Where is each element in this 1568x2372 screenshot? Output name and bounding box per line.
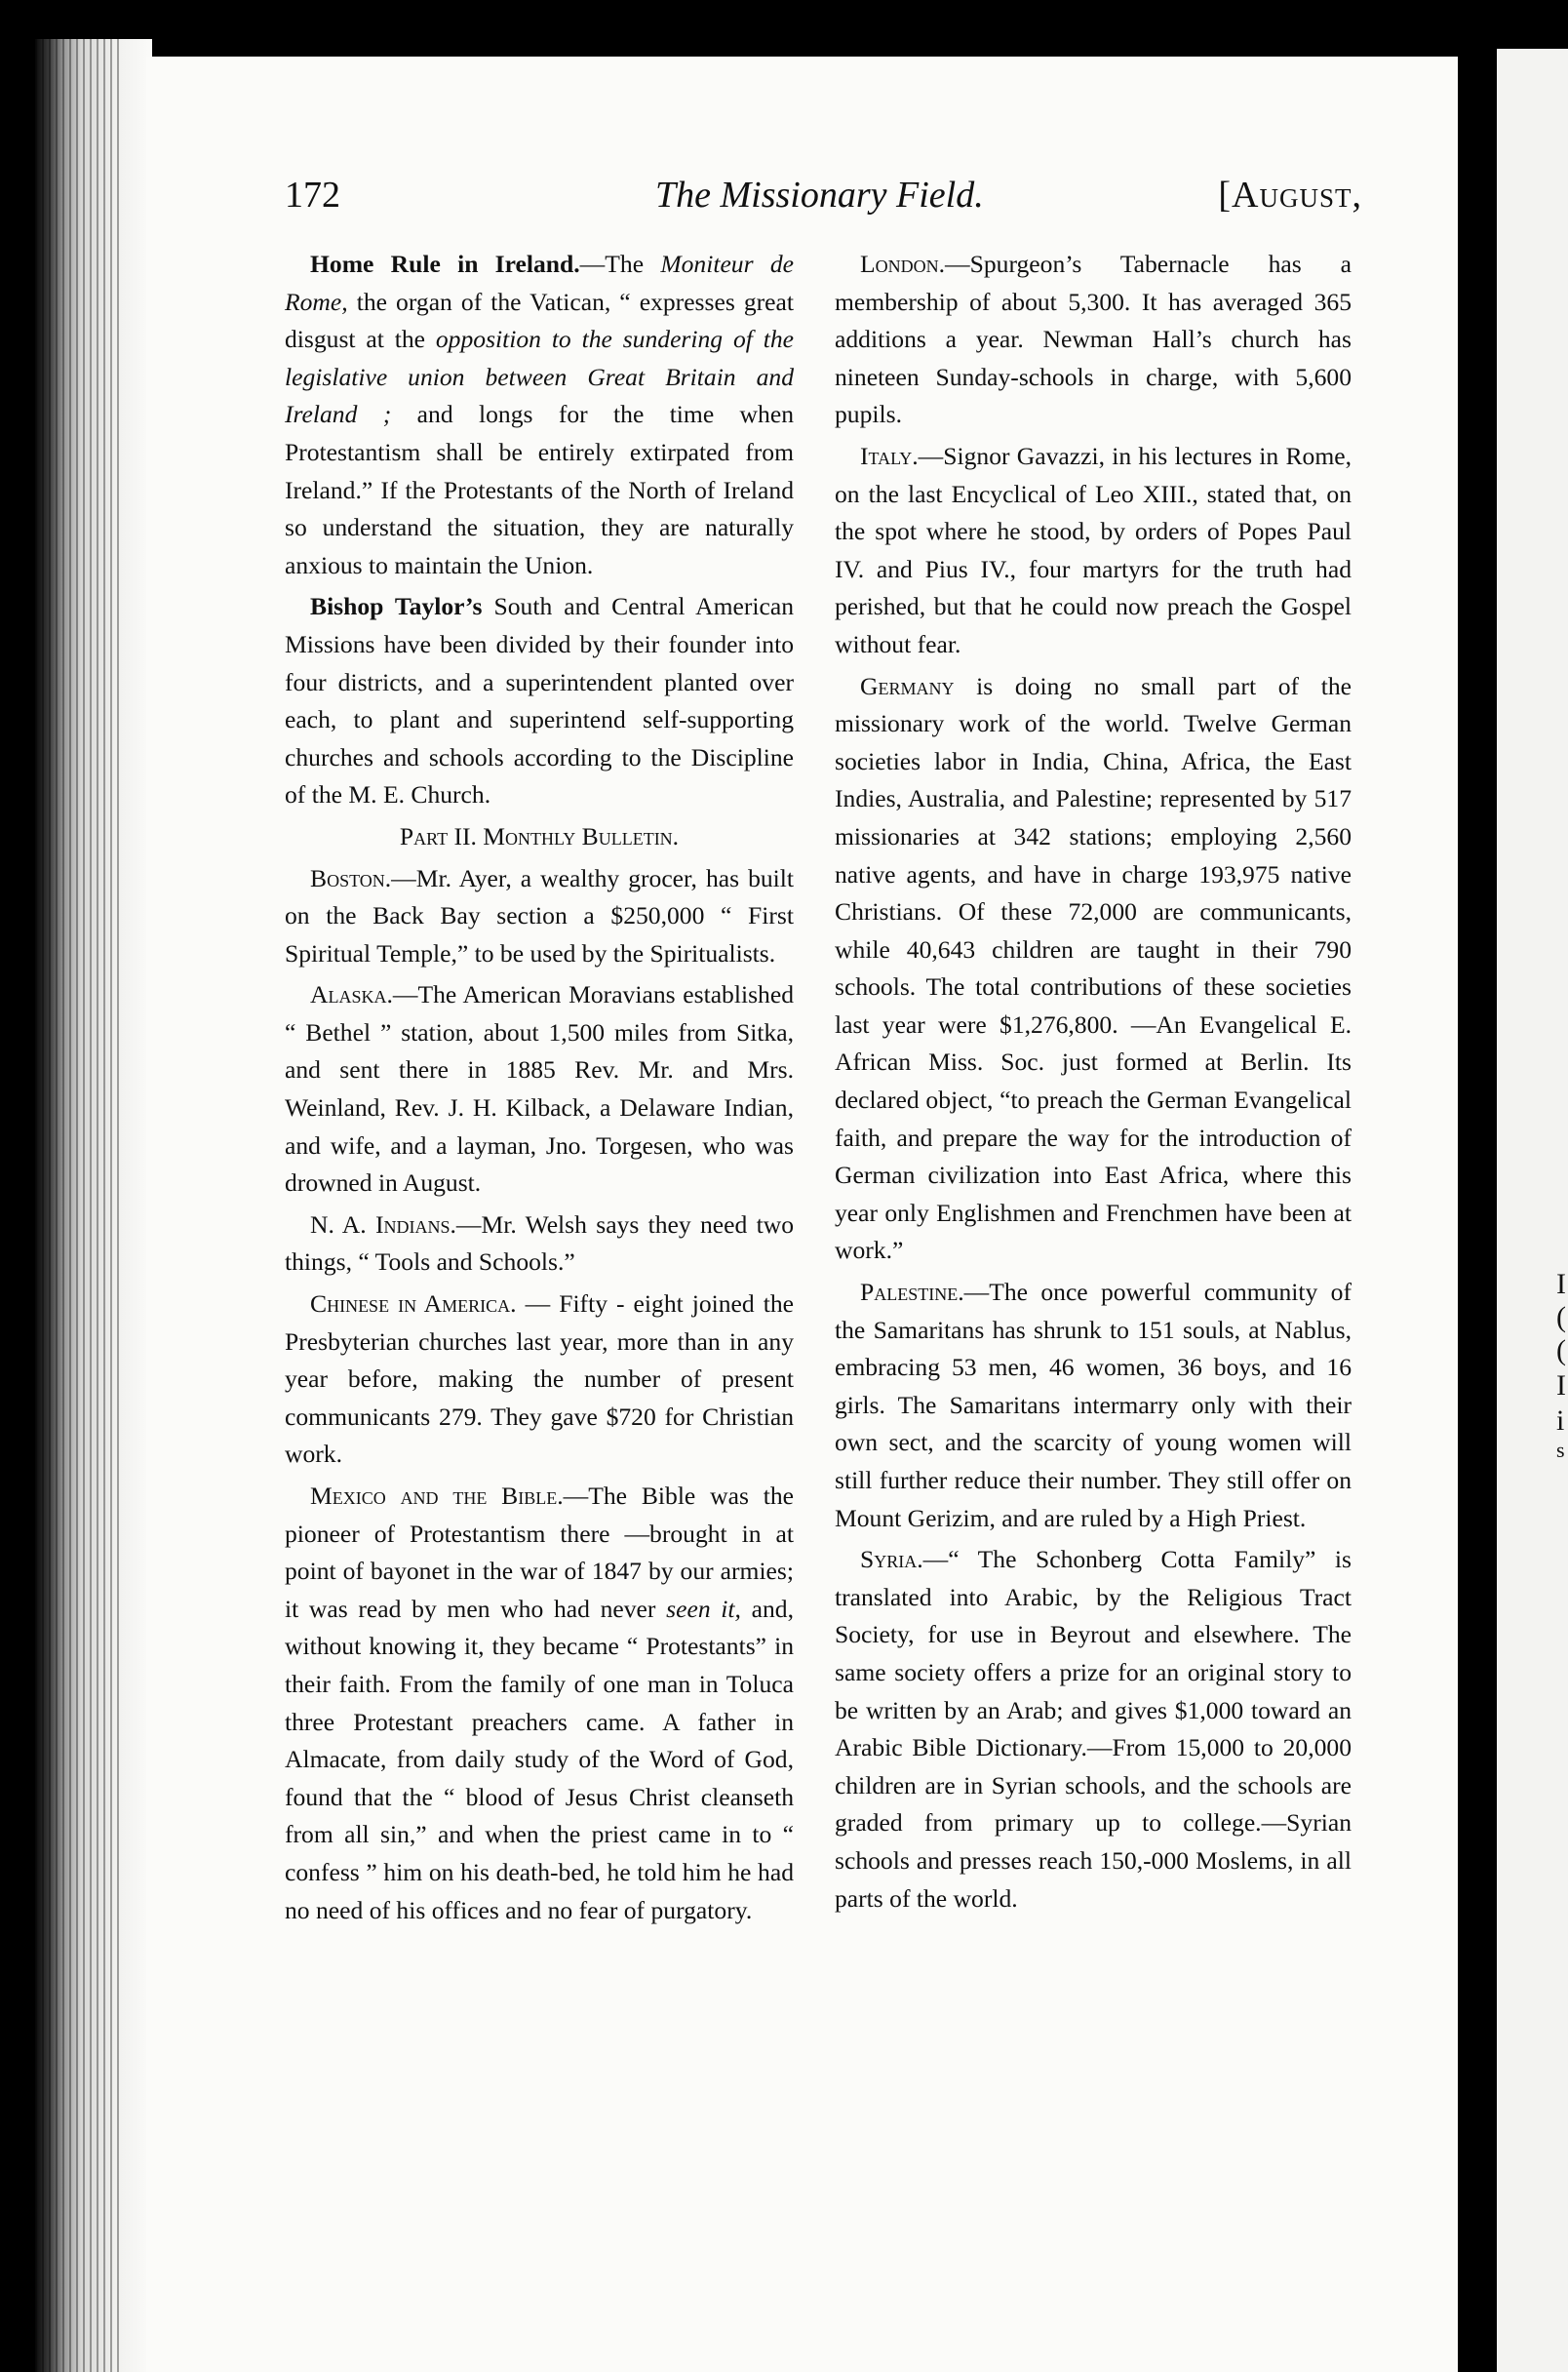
item-heading: Italy. <box>860 441 919 470</box>
adjacent-page-letter: I <box>1556 1268 1566 1300</box>
adjacent-page-letter: ( <box>1556 1301 1566 1333</box>
page-number: 172 <box>285 175 340 216</box>
item-heading: Alaska. <box>310 980 393 1009</box>
item-heading: Syria. <box>860 1545 923 1574</box>
article-heading: Bishop Taylor’s <box>310 592 483 621</box>
item-boston: Boston.—Mr. Ayer, a wealthy grocer, has built on the Back Bay section a $250,000 “ First Spiritual Temple,” to be used by the Spiritualists. <box>285 863 794 968</box>
item-italy: Italy.—Signor Gavazzi, in his lectures in Rome, on the last Encyclical of Leo XIII., stated that, on the spot where he stood, by orders of Popes Paul IV. and Pius IV., four martyrs for the truth had perished, but that he could now preach the Gospel without fear. <box>835 441 1352 658</box>
item-heading: Boston. <box>310 863 392 892</box>
article-home-rule: Home Rule in Ireland.—The Moniteur de Rome, the organ of the Vatican, “ expresses great disgust at the opposition to the sundering of the legislative union between Great Britain and Ireland ; and longs for the time when Protestantism shall be entirely extirpated from Ireland.” If the Protestants of the North of Ireland so understand the situation, they are naturally anxious to maintain the Union. <box>285 250 794 579</box>
item-mexico: Mexico and the Bible.—The Bible was the pioneer of Protestantism there —brought in at point of bayonet in the war of 1847 by our armies; it was read by men who had never seen it, and, without knowing it, they became “ Protestants” in their faith. From the family of one man in Toluca three Protestant preachers came. A father in Almacate, from daily study of the Word of God, found that the “ blood of Jesus Christ cleanseth from all sin,” and when the priest came in to “ confess ” him on his death-bed, he told him he had no need of his offices and no fear of purgatory. <box>285 1482 794 1924</box>
item-indians: N. A. Indians.—Mr. Welsh says they need two things, “ Tools and Schools.” <box>285 1209 794 1277</box>
item-london: London.—Spurgeon’s Tabernacle has a membership of about 5,300. It has averaged 365 additions a year. Newman Hall’s church has nineteen Sunday-schools in charge, with 5,600 pupils. <box>835 250 1352 429</box>
item-palestine: Palestine.—The once powerful community of the Samaritans has shrunk to 151 souls, at Nablus, embracing 53 men, 46 women, 36 boys, and 16 girls. The Samaritans intermarry only with their own sect, and the scarcity of young women will still further reduce their number. They still offer on Mount Gerizim, and are ruled by a High Priest. <box>835 1278 1352 1532</box>
item-heading: N. A. Indians. <box>310 1209 456 1239</box>
page-edges <box>35 39 123 2372</box>
header-month: [August, <box>1218 175 1362 216</box>
item-heading: Mexico and the Bible. <box>310 1482 564 1510</box>
page-header <box>285 174 1362 222</box>
adjacent-page-letter: s <box>1556 1438 1565 1462</box>
item-heading: Chinese in America. <box>310 1289 517 1319</box>
left-column <box>285 246 794 1933</box>
adjacent-page-letter: I <box>1556 1369 1566 1402</box>
item-germany: Germany is doing no small part of the missionary work of the world. Twelve German societies labor in India, China, Africa, the East Indies, Australia, and Palestine; represented by 517 missionaries at 342 stations; employing 2,560 native agents, and have in charge 193,975 native Christians. Of these 72,000 are communicants, while 40,643 children are taught in their 790 schools. The total contributions of these societies last year were $1,276,800. —An Evangelical E. African Miss. Soc. just formed at Berlin. Its declared object, “to preach the German Evangelical faith, and prepare the way for the introduction of German civilization into East Africa, where this year only Englishmen and Frenchmen have been at work.” <box>835 671 1352 1265</box>
article-bishop-taylor: Bishop Taylor’s South and Central American Missions have been divided by their founder into four districts, and a superintendent planted over each, to plant and superintend self-supporting churches and schools according to the Discipline of the M. E. Church. <box>285 592 794 810</box>
item-heading: Germany <box>860 671 955 700</box>
running-title: The Missionary Field. <box>655 175 984 216</box>
item-chinese: Chinese in America. — Fifty - eight joined the Presbyterian churches last year, more than in any year before, making the number of present communicants 279. They gave $720 for Christian work. <box>285 1289 795 1469</box>
item-heading: Palestine. <box>860 1278 964 1307</box>
right-column <box>835 246 1352 1921</box>
section-heading: Part II. Monthly Bulletin. <box>399 821 680 850</box>
item-heading: London. <box>860 250 946 278</box>
adjacent-page <box>1497 49 1568 2372</box>
adjacent-page-letter: ( <box>1556 1334 1566 1366</box>
item-alaska: Alaska.—The American Moravians established “ Bethel ” station, about 1,500 miles from Sitka, and sent there in 1885 Rev. Mr. and Mrs. Weinland, Rev. J. H. Kilback, a Delaware Indian, and wife, and a layman, Jno. Torgesen, who was drowned in August. <box>285 980 794 1198</box>
article-heading: Home Rule in Ireland. <box>310 250 580 278</box>
adjacent-page-letter: i <box>1556 1404 1565 1437</box>
item-syria: Syria.—“ The Schonberg Cotta Family” is translated into Arabic, by the Religious Tract Society, for use in Beyrout and elsewhere. The same society offers a prize for an original story to be written by an Arab; and gives $1,000 toward an Arabic Bible Dictionary.—From 15,000 to 20,000 children are in Syrian schools, and the schools are graded from primary up to college.—Syrian schools and presses reach 150,-000 Moslems, in all parts of the world. <box>835 1545 1352 1913</box>
